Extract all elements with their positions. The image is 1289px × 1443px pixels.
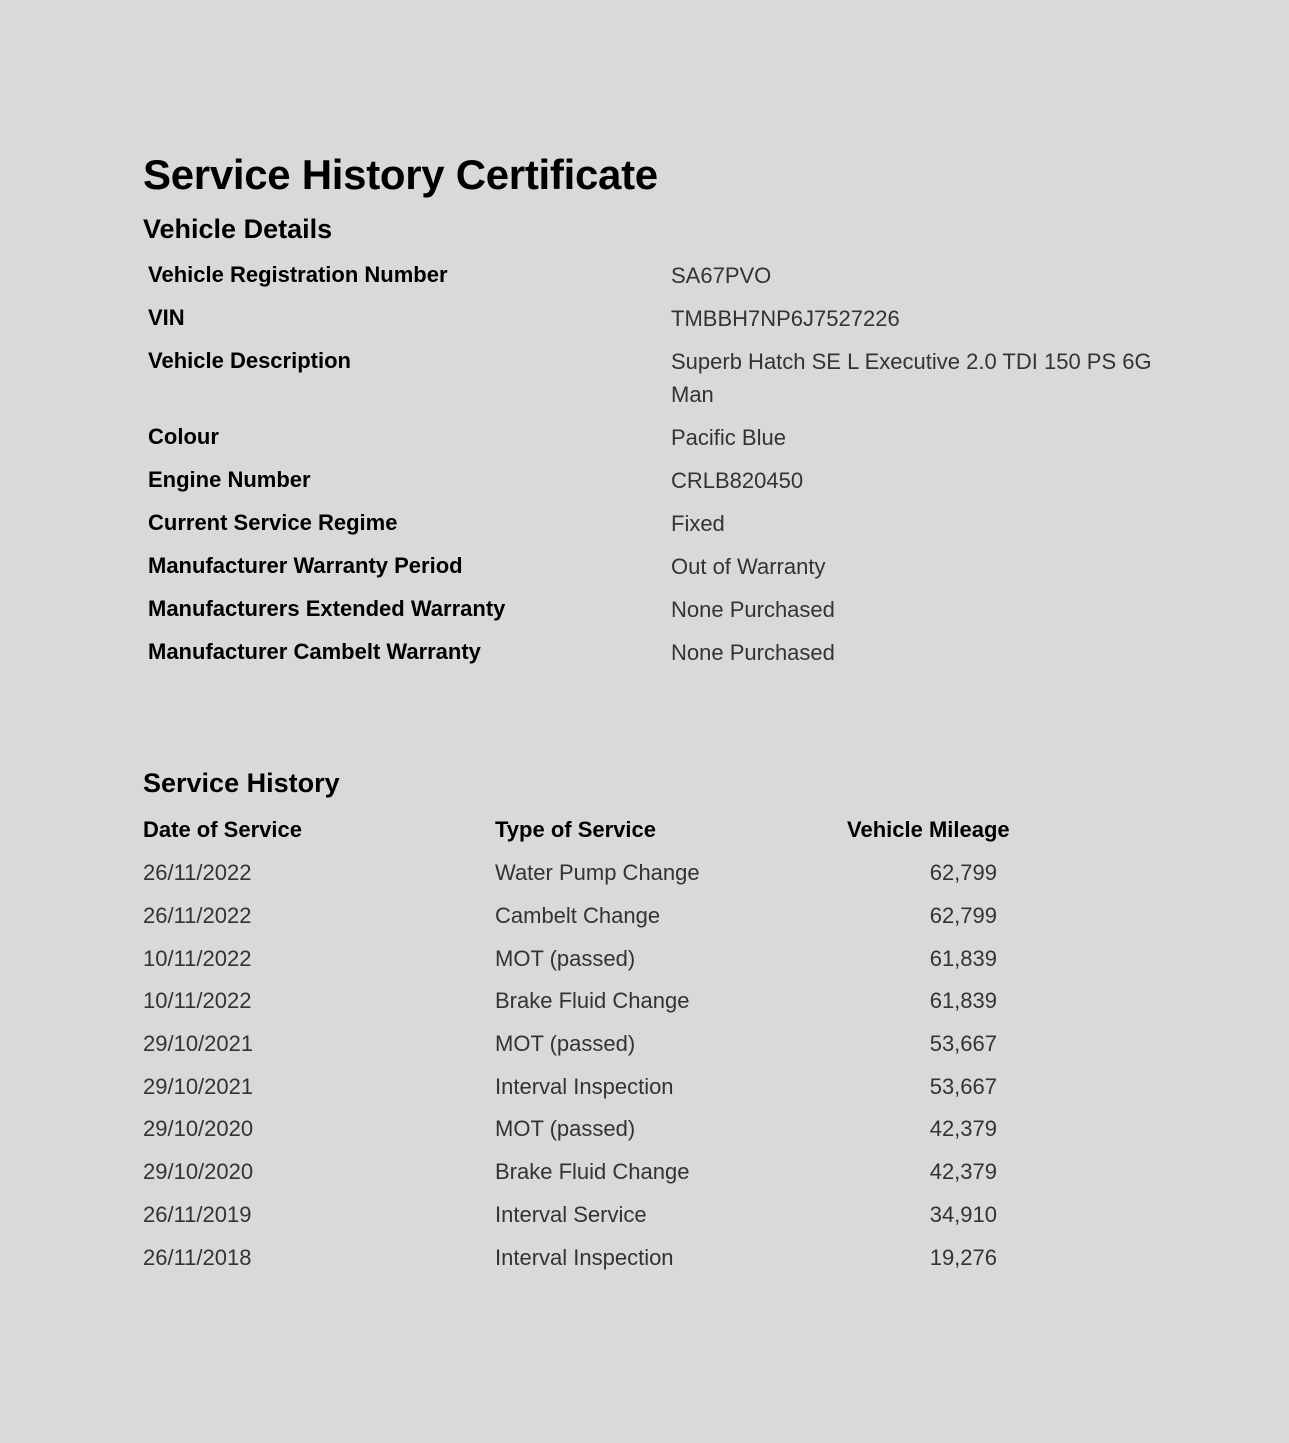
table-header-row: [143, 808, 1043, 852]
service-type: MOT (passed): [495, 945, 636, 971]
service-mileage: 42,379: [929, 1116, 997, 1142]
detail-label: Vehicle Description: [148, 348, 351, 373]
detail-value: CRLB820450: [671, 468, 804, 493]
service-type: Water Pump Change: [495, 860, 700, 886]
service-date: 29/10/2020: [143, 1159, 254, 1185]
service-type: MOT (passed): [495, 1031, 636, 1057]
detail-row-vin: [148, 303, 1168, 346]
detail-label: Engine Number: [148, 467, 311, 492]
detail-label: Manufacturer Warranty Period: [148, 553, 463, 578]
service-mileage: 53,667: [929, 1031, 997, 1057]
service-mileage: 61,839: [929, 988, 997, 1014]
column-header-date: Date of Service: [143, 817, 302, 842]
service-type: Brake Fluid Change: [495, 988, 690, 1014]
service-date: 10/11/2022: [143, 945, 252, 971]
detail-row-extended-warranty: [148, 594, 1168, 637]
vehicle-details-table: [148, 260, 1168, 680]
service-date: 26/11/2019: [143, 1201, 252, 1227]
service-date: 26/11/2018: [143, 1244, 252, 1270]
table-row: [143, 937, 1043, 980]
table-row: [143, 852, 1043, 895]
service-type: MOT (passed): [495, 1116, 636, 1142]
table-row: [143, 1236, 1043, 1279]
detail-label: Manufacturer Cambelt Warranty: [148, 639, 481, 664]
certificate-page: [143, 150, 1173, 1279]
detail-label: VIN: [148, 305, 185, 330]
table-row: [143, 895, 1043, 938]
column-header-type: Type of Service: [495, 817, 656, 842]
service-history-table: [143, 808, 1043, 1279]
service-mileage: 42,379: [929, 1159, 997, 1185]
detail-row-registration: [148, 260, 1168, 303]
vehicle-details-heading: Vehicle Details: [143, 214, 333, 244]
detail-value: TMBBH7NP6J7527226: [671, 306, 900, 331]
column-header-mileage: Vehicle Mileage: [847, 817, 1010, 842]
detail-value: Superb Hatch SE L Executive 2.0 TDI 150 PS 6G Man: [671, 349, 1152, 407]
detail-label: Vehicle Registration Number: [148, 262, 448, 287]
service-date: 10/11/2022: [143, 988, 252, 1014]
table-row: [143, 1065, 1043, 1108]
service-type: Cambelt Change: [495, 903, 661, 929]
detail-label: Colour: [148, 424, 219, 449]
service-date: 29/10/2021: [143, 1031, 254, 1057]
detail-row-service-regime: [148, 508, 1168, 551]
detail-row-cambelt-warranty: [148, 637, 1168, 680]
service-type: Interval Inspection: [495, 1244, 674, 1270]
service-date: 26/11/2022: [143, 860, 252, 886]
detail-label: Manufacturers Extended Warranty: [148, 596, 506, 621]
service-mileage: 34,910: [929, 1201, 997, 1227]
service-date: 29/10/2021: [143, 1073, 254, 1099]
table-row: [143, 1151, 1043, 1194]
detail-label: Current Service Regime: [148, 510, 398, 535]
service-mileage: 61,839: [929, 945, 997, 971]
service-mileage: 19,276: [929, 1244, 997, 1270]
table-row: [143, 1023, 1043, 1066]
service-type: Interval Inspection: [495, 1073, 674, 1099]
table-row: [143, 1108, 1043, 1151]
detail-row-warranty-period: [148, 551, 1168, 594]
detail-value: Pacific Blue: [671, 425, 786, 450]
service-mileage: 53,667: [929, 1073, 997, 1099]
service-history-heading: Service History: [143, 768, 340, 798]
detail-value: SA67PVO: [671, 263, 772, 288]
table-row: [143, 1194, 1043, 1237]
detail-value: Out of Warranty: [671, 554, 826, 579]
detail-value: Fixed: [671, 511, 725, 536]
service-mileage: 62,799: [929, 903, 997, 929]
detail-value: None Purchased: [671, 640, 835, 665]
detail-row-engine-number: [148, 465, 1168, 508]
service-date: 29/10/2020: [143, 1116, 254, 1142]
table-row: [143, 980, 1043, 1023]
detail-row-colour: [148, 422, 1168, 465]
detail-value: None Purchased: [671, 597, 835, 622]
service-mileage: 62,799: [929, 860, 997, 886]
service-type: Brake Fluid Change: [495, 1159, 690, 1185]
service-date: 26/11/2022: [143, 903, 252, 929]
service-type: Interval Service: [495, 1201, 647, 1227]
page-title: Service History Certificate: [143, 151, 658, 198]
detail-row-description: [148, 346, 1168, 422]
